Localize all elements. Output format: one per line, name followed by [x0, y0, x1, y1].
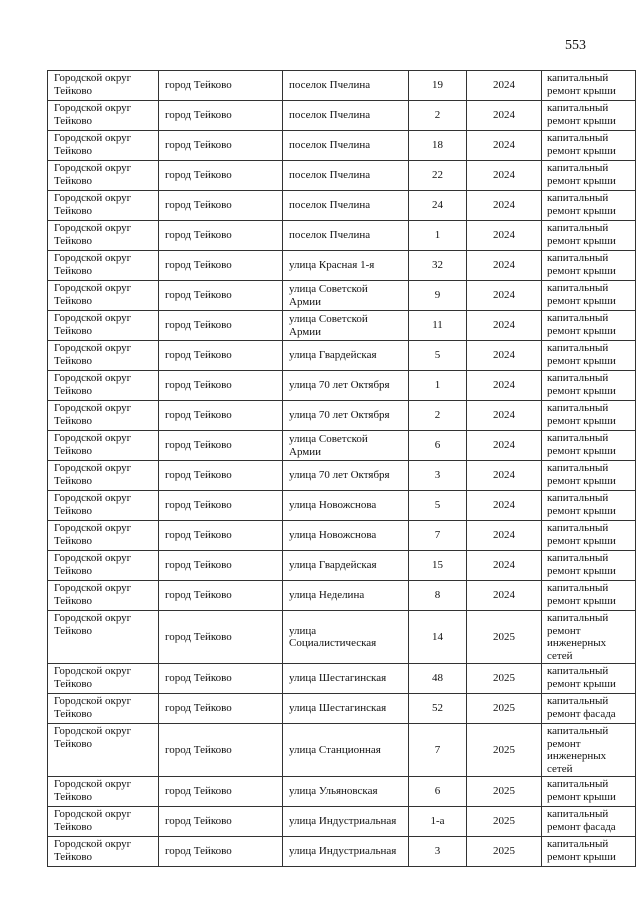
municipality-cell: Городской округ Тейково — [48, 461, 159, 491]
settlement-cell: город Тейково — [159, 191, 283, 221]
settlement-cell: город Тейково — [159, 837, 283, 867]
house-number-cell: 5 — [409, 341, 467, 371]
work-type-cell: капитальный ремонт крыши — [542, 221, 636, 251]
table-body — [48, 71, 636, 867]
house-number-cell: 8 — [409, 581, 467, 611]
year-cell: 2024 — [467, 161, 542, 191]
street-cell: поселок Пчелина — [283, 71, 409, 101]
municipality-cell: Городской округ Тейково — [48, 341, 159, 371]
work-type-cell: капитальный ремонт крыши — [542, 491, 636, 521]
year-cell: 2024 — [467, 71, 542, 101]
house-number-cell: 7 — [409, 521, 467, 551]
street-cell: улица Гвардейская — [283, 551, 409, 581]
house-number-cell: 18 — [409, 131, 467, 161]
house-number-cell: 52 — [409, 694, 467, 724]
street-cell: улица Ульяновская — [283, 777, 409, 807]
settlement-cell: город Тейково — [159, 724, 283, 777]
municipality-cell: Городской округ Тейково — [48, 777, 159, 807]
year-cell: 2025 — [467, 777, 542, 807]
municipality-cell: Городской округ Тейково — [48, 837, 159, 867]
settlement-cell: город Тейково — [159, 341, 283, 371]
table-row — [48, 371, 636, 401]
municipality-cell: Городской округ Тейково — [48, 611, 159, 664]
house-number-cell: 1-а — [409, 807, 467, 837]
municipality-cell: Городской округ Тейково — [48, 401, 159, 431]
house-number-cell: 32 — [409, 251, 467, 281]
year-cell: 2025 — [467, 837, 542, 867]
year-cell: 2025 — [467, 664, 542, 694]
house-number-cell: 1 — [409, 221, 467, 251]
house-number-cell: 3 — [409, 461, 467, 491]
year-cell: 2024 — [467, 401, 542, 431]
settlement-cell: город Тейково — [159, 551, 283, 581]
year-cell: 2025 — [467, 611, 542, 664]
work-type-cell: капитальный ремонт фасада — [542, 694, 636, 724]
table-row — [48, 807, 636, 837]
work-type-cell: капитальный ремонт крыши — [542, 581, 636, 611]
year-cell: 2024 — [467, 281, 542, 311]
house-number-cell: 48 — [409, 664, 467, 694]
year-cell: 2024 — [467, 131, 542, 161]
year-cell: 2024 — [467, 581, 542, 611]
house-number-cell: 22 — [409, 161, 467, 191]
house-number-cell: 15 — [409, 551, 467, 581]
municipality-cell: Городской округ Тейково — [48, 431, 159, 461]
settlement-cell: город Тейково — [159, 101, 283, 131]
street-cell: улица Шестагинская — [283, 664, 409, 694]
table-row — [48, 694, 636, 724]
house-number-cell: 5 — [409, 491, 467, 521]
year-cell: 2024 — [467, 521, 542, 551]
year-cell: 2024 — [467, 371, 542, 401]
work-type-cell: капитальный ремонт крыши — [542, 71, 636, 101]
settlement-cell: город Тейково — [159, 281, 283, 311]
settlement-cell: город Тейково — [159, 311, 283, 341]
municipality-cell: Городской округ Тейково — [48, 491, 159, 521]
street-cell: улица Социалистическая — [283, 611, 409, 664]
work-type-cell: капитальный ремонт крыши — [542, 161, 636, 191]
settlement-cell: город Тейково — [159, 581, 283, 611]
table-row — [48, 131, 636, 161]
year-cell: 2025 — [467, 807, 542, 837]
year-cell: 2024 — [467, 491, 542, 521]
settlement-cell: город Тейково — [159, 161, 283, 191]
municipality-cell: Городской округ Тейково — [48, 281, 159, 311]
street-cell: улица 70 лет Октября — [283, 371, 409, 401]
page-number: 553 — [565, 38, 586, 53]
street-cell: поселок Пчелина — [283, 161, 409, 191]
settlement-cell: город Тейково — [159, 371, 283, 401]
house-number-cell: 24 — [409, 191, 467, 221]
work-type-cell: капитальный ремонт крыши — [542, 461, 636, 491]
settlement-cell: город Тейково — [159, 221, 283, 251]
table-row — [48, 491, 636, 521]
work-type-cell: капитальный ремонт крыши — [542, 311, 636, 341]
year-cell: 2024 — [467, 221, 542, 251]
street-cell: улица Красная 1-я — [283, 251, 409, 281]
house-number-cell: 7 — [409, 724, 467, 777]
settlement-cell: город Тейково — [159, 521, 283, 551]
settlement-cell: город Тейково — [159, 777, 283, 807]
street-cell: поселок Пчелина — [283, 191, 409, 221]
work-type-cell: капитальный ремонт крыши — [542, 281, 636, 311]
street-cell: улица 70 лет Октября — [283, 401, 409, 431]
year-cell: 2024 — [467, 461, 542, 491]
municipality-cell: Городской округ Тейково — [48, 311, 159, 341]
municipality-cell: Городской округ Тейково — [48, 251, 159, 281]
settlement-cell: город Тейково — [159, 401, 283, 431]
street-cell: улица Советской Армии — [283, 431, 409, 461]
settlement-cell: город Тейково — [159, 71, 283, 101]
municipality-cell: Городской округ Тейково — [48, 371, 159, 401]
settlement-cell: город Тейково — [159, 251, 283, 281]
year-cell: 2024 — [467, 191, 542, 221]
house-number-cell: 6 — [409, 777, 467, 807]
municipality-cell: Городской округ Тейково — [48, 694, 159, 724]
house-number-cell: 1 — [409, 371, 467, 401]
table-row — [48, 724, 636, 777]
street-cell: улица Индустриальная — [283, 807, 409, 837]
settlement-cell: город Тейково — [159, 491, 283, 521]
work-type-cell: капитальный ремонт крыши — [542, 664, 636, 694]
settlement-cell: город Тейково — [159, 461, 283, 491]
table-row — [48, 161, 636, 191]
year-cell: 2024 — [467, 101, 542, 131]
work-type-cell: капитальный ремонт фасада — [542, 807, 636, 837]
municipality-cell: Городской округ Тейково — [48, 221, 159, 251]
municipality-cell: Городской округ Тейково — [48, 581, 159, 611]
work-type-cell: капитальный ремонт крыши — [542, 101, 636, 131]
house-number-cell: 2 — [409, 401, 467, 431]
municipality-cell: Городской округ Тейково — [48, 101, 159, 131]
work-type-cell: капитальный ремонт крыши — [542, 191, 636, 221]
year-cell: 2025 — [467, 724, 542, 777]
house-number-cell: 19 — [409, 71, 467, 101]
municipality-cell: Городской округ Тейково — [48, 191, 159, 221]
work-type-cell: капитальный ремонт крыши — [542, 131, 636, 161]
street-cell: улица Станционная — [283, 724, 409, 777]
municipality-cell: Городской округ Тейково — [48, 807, 159, 837]
municipality-cell: Городской округ Тейково — [48, 724, 159, 777]
year-cell: 2024 — [467, 341, 542, 371]
settlement-cell: город Тейково — [159, 664, 283, 694]
table-row — [48, 431, 636, 461]
street-cell: улица Новожснова — [283, 521, 409, 551]
table-row — [48, 101, 636, 131]
work-type-cell: капитальный ремонт инженерных сетей — [542, 724, 636, 777]
municipality-cell: Городской округ Тейково — [48, 521, 159, 551]
table-row — [48, 191, 636, 221]
work-type-cell: капитальный ремонт крыши — [542, 371, 636, 401]
table-row — [48, 521, 636, 551]
table-row — [48, 837, 636, 867]
work-type-cell: капитальный ремонт крыши — [542, 401, 636, 431]
work-type-cell: капитальный ремонт крыши — [542, 521, 636, 551]
street-cell: улица Советской Армии — [283, 281, 409, 311]
street-cell: улица Неделина — [283, 581, 409, 611]
table-row — [48, 401, 636, 431]
table-row — [48, 341, 636, 371]
table-row — [48, 461, 636, 491]
works-table — [47, 70, 636, 867]
table-row — [48, 581, 636, 611]
settlement-cell: город Тейково — [159, 431, 283, 461]
work-type-cell: капитальный ремонт крыши — [542, 551, 636, 581]
table-row — [48, 71, 636, 101]
street-cell: поселок Пчелина — [283, 101, 409, 131]
work-type-cell: капитальный ремонт инженерных сетей — [542, 611, 636, 664]
work-type-cell: капитальный ремонт крыши — [542, 837, 636, 867]
municipality-cell: Городской округ Тейково — [48, 551, 159, 581]
house-number-cell: 3 — [409, 837, 467, 867]
settlement-cell: город Тейково — [159, 807, 283, 837]
work-type-cell: капитальный ремонт крыши — [542, 431, 636, 461]
street-cell: улица Гвардейская — [283, 341, 409, 371]
table-row — [48, 311, 636, 341]
house-number-cell: 14 — [409, 611, 467, 664]
street-cell: поселок Пчелина — [283, 131, 409, 161]
street-cell: улица 70 лет Октября — [283, 461, 409, 491]
work-type-cell: капитальный ремонт крыши — [542, 777, 636, 807]
municipality-cell: Городской округ Тейково — [48, 664, 159, 694]
table-row — [48, 664, 636, 694]
work-type-cell: капитальный ремонт крыши — [542, 251, 636, 281]
house-number-cell: 6 — [409, 431, 467, 461]
municipality-cell: Городской округ Тейково — [48, 161, 159, 191]
year-cell: 2025 — [467, 694, 542, 724]
street-cell: улица Новожснова — [283, 491, 409, 521]
table-row — [48, 281, 636, 311]
settlement-cell: город Тейково — [159, 611, 283, 664]
year-cell: 2024 — [467, 551, 542, 581]
table-row — [48, 611, 636, 664]
street-cell: улица Шестагинская — [283, 694, 409, 724]
settlement-cell: город Тейково — [159, 694, 283, 724]
table-row — [48, 551, 636, 581]
table-row — [48, 777, 636, 807]
municipality-cell: Городской округ Тейково — [48, 131, 159, 161]
work-type-cell: капитальный ремонт крыши — [542, 341, 636, 371]
year-cell: 2024 — [467, 251, 542, 281]
table-row — [48, 251, 636, 281]
house-number-cell: 11 — [409, 311, 467, 341]
street-cell: улица Советской Армии — [283, 311, 409, 341]
settlement-cell: город Тейково — [159, 131, 283, 161]
street-cell: улица Индустриальная — [283, 837, 409, 867]
street-cell: поселок Пчелина — [283, 221, 409, 251]
year-cell: 2024 — [467, 431, 542, 461]
table-row — [48, 221, 636, 251]
year-cell: 2024 — [467, 311, 542, 341]
house-number-cell: 2 — [409, 101, 467, 131]
municipality-cell: Городской округ Тейково — [48, 71, 159, 101]
house-number-cell: 9 — [409, 281, 467, 311]
